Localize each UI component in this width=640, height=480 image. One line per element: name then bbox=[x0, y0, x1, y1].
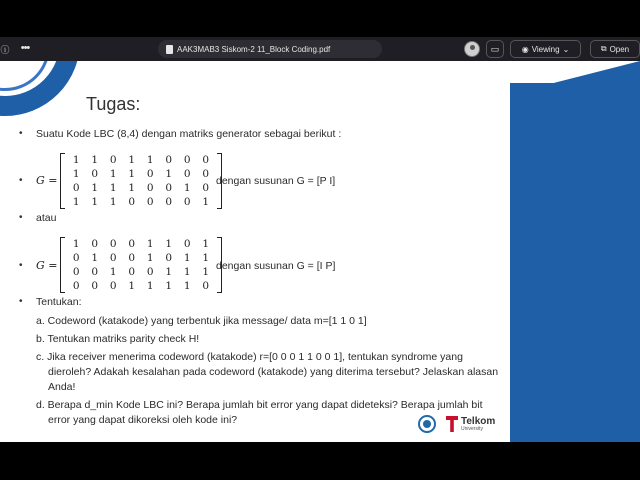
comment-icon: ▭ bbox=[490, 43, 500, 54]
bullet: • bbox=[19, 260, 23, 271]
comment-button[interactable] bbox=[486, 40, 504, 58]
matrix-cell: 0 bbox=[165, 182, 173, 194]
matrix-cell: 0 bbox=[202, 280, 210, 292]
avatar[interactable] bbox=[464, 41, 480, 57]
more-icon[interactable]: ••• bbox=[20, 42, 30, 54]
matrix-cell: 0 bbox=[109, 280, 117, 292]
blue-top-shape bbox=[520, 61, 640, 83]
pdf-viewer-toolbar bbox=[0, 37, 640, 61]
matrix-cell: 1 bbox=[128, 168, 136, 180]
matrix-cell: 1 bbox=[128, 182, 136, 194]
item-a: a. Codeword (katakode) yang terbentuk jika message/ data m=[1 1 0 1] bbox=[36, 315, 367, 327]
open-external-icon: ⧉ bbox=[600, 44, 607, 53]
bullet: • bbox=[19, 296, 23, 307]
matrix-cell: 1 bbox=[146, 154, 154, 166]
matrix-cell: 0 bbox=[109, 252, 117, 264]
matrix-cell: 1 bbox=[183, 280, 191, 292]
matrix-cell: 0 bbox=[146, 196, 154, 208]
open-label: Open bbox=[609, 44, 630, 54]
matrix-cell: 1 bbox=[72, 154, 80, 166]
matrix-cell: 0 bbox=[91, 280, 99, 292]
logo-name: Telkom bbox=[461, 415, 496, 427]
matrix-cell: 1 bbox=[165, 266, 173, 278]
matrix-cell: 0 bbox=[202, 154, 210, 166]
matrix-cell: 0 bbox=[146, 182, 154, 194]
item-b: b. Tentukan matriks parity check H! bbox=[36, 333, 200, 345]
matrix-cell: 0 bbox=[146, 168, 154, 180]
matrix-cell: 1 bbox=[183, 266, 191, 278]
generator-matrix-2 bbox=[60, 237, 222, 293]
matrix-cell: 1 bbox=[91, 252, 99, 264]
matrix-cell: 0 bbox=[128, 252, 136, 264]
telkom-mark-icon bbox=[446, 416, 458, 432]
item-d-line1: d. Berapa d_min Kode LBC ini? Berapa jumlah bit error yang dapat dideteksi? Berapa jumlah bit bbox=[36, 399, 483, 411]
matrix-cell: 1 bbox=[72, 238, 80, 250]
matrix-cell: 0 bbox=[91, 266, 99, 278]
matrix-cell: 1 bbox=[183, 182, 191, 194]
matrix-cell: 1 bbox=[72, 196, 80, 208]
intro-text: Suatu Kode LBC (8,4) dengan matriks generator sebagai berikut : bbox=[36, 128, 342, 140]
university-seal-logo bbox=[418, 415, 436, 433]
g-label-1: G = bbox=[36, 174, 58, 187]
matrix-cell: 1 bbox=[128, 280, 136, 292]
matrix-cell: 1 bbox=[165, 280, 173, 292]
matrix-cell: 0 bbox=[109, 154, 117, 166]
bullet: • bbox=[19, 128, 23, 139]
matrix-cell: 0 bbox=[183, 238, 191, 250]
open-button[interactable] bbox=[590, 40, 640, 58]
matrix-cell: 0 bbox=[183, 154, 191, 166]
matrix-cell: 1 bbox=[165, 168, 173, 180]
matrix-cell: 0 bbox=[165, 196, 173, 208]
matrix-cell: 0 bbox=[72, 266, 80, 278]
matrix-cell: 1 bbox=[202, 196, 210, 208]
matrix-cell: 1 bbox=[202, 238, 210, 250]
tentukan-text: Tentukan: bbox=[36, 296, 82, 308]
matrix-cell: 1 bbox=[109, 266, 117, 278]
matrix-cell: 0 bbox=[109, 238, 117, 250]
matrix-cell: 0 bbox=[146, 266, 154, 278]
matrix-cell: 0 bbox=[202, 182, 210, 194]
matrix-cell: 0 bbox=[72, 280, 80, 292]
matrix-cell: 0 bbox=[91, 238, 99, 250]
matrix-cell: 1 bbox=[183, 252, 191, 264]
matrix-cell: 0 bbox=[72, 252, 80, 264]
matrix-cell: 1 bbox=[202, 266, 210, 278]
atau-text: atau bbox=[36, 212, 57, 224]
item-d-line2: error yang dapat dikoreksi oleh kode ini? bbox=[48, 414, 238, 426]
matrix-cell: 0 bbox=[165, 252, 173, 264]
matrix-cell: 1 bbox=[109, 196, 117, 208]
matrix-cell: 1 bbox=[165, 238, 173, 250]
matrix-cell: 1 bbox=[109, 168, 117, 180]
generator-matrix-1 bbox=[60, 153, 222, 209]
file-name-pill[interactable] bbox=[158, 40, 382, 58]
matrix-cell: 1 bbox=[109, 182, 117, 194]
matrix-cell: 1 bbox=[146, 280, 154, 292]
bullet: • bbox=[19, 175, 23, 186]
slide-page bbox=[0, 61, 640, 442]
matrix-cell: 0 bbox=[91, 168, 99, 180]
matrix-cell: 1 bbox=[202, 252, 210, 264]
susunan-1: dengan susunan G = [P I] bbox=[216, 175, 336, 187]
matrix-cell: 1 bbox=[91, 154, 99, 166]
matrix-cell: 1 bbox=[91, 182, 99, 194]
eye-icon: ◉ bbox=[521, 44, 529, 54]
g-label-2: G = bbox=[36, 259, 58, 272]
matrix-cell: 0 bbox=[165, 154, 173, 166]
item-c-line1: c. Jika receiver menerima codeword (katakode) r=[0 0 0 1 1 0 0 1], tentukan syndrome yang bbox=[36, 351, 463, 363]
susunan-2: dengan susunan G = [I P] bbox=[216, 260, 336, 272]
telkom-university-logo bbox=[446, 416, 495, 432]
chevron-down-icon: ⌄ bbox=[562, 44, 570, 54]
viewing-label: Viewing bbox=[531, 44, 560, 54]
bullet: • bbox=[19, 212, 23, 223]
matrix-cell: 1 bbox=[128, 154, 136, 166]
matrix-cell: 0 bbox=[183, 196, 191, 208]
blue-side-panel bbox=[510, 83, 640, 442]
matrix-cell: 0 bbox=[202, 168, 210, 180]
file-name: AAK3MAB3 Siskom-2 11_Block Coding.pdf bbox=[177, 44, 331, 54]
matrix-cell: 0 bbox=[128, 196, 136, 208]
matrix-cell: 0 bbox=[72, 182, 80, 194]
viewing-mode-button[interactable] bbox=[510, 40, 581, 58]
matrix-cell: 0 bbox=[183, 168, 191, 180]
item-c-line3: Anda! bbox=[48, 381, 76, 393]
matrix-cell: 0 bbox=[128, 238, 136, 250]
matrix-cell: 1 bbox=[146, 252, 154, 264]
logo-subtitle: University bbox=[461, 425, 483, 432]
matrix-cell: 1 bbox=[72, 168, 80, 180]
matrix-cell: 1 bbox=[91, 196, 99, 208]
pdf-file-icon bbox=[166, 45, 173, 54]
slide-title: Tugas: bbox=[86, 94, 141, 114]
info-icon[interactable]: ⓘ bbox=[0, 44, 10, 55]
item-c-line2: dieroleh? Adakah kesalahan pada codeword (katakode) yang diterima tersebut? Jelaskan alasan bbox=[48, 366, 499, 378]
matrix-cell: 0 bbox=[128, 266, 136, 278]
matrix-cell: 1 bbox=[146, 238, 154, 250]
